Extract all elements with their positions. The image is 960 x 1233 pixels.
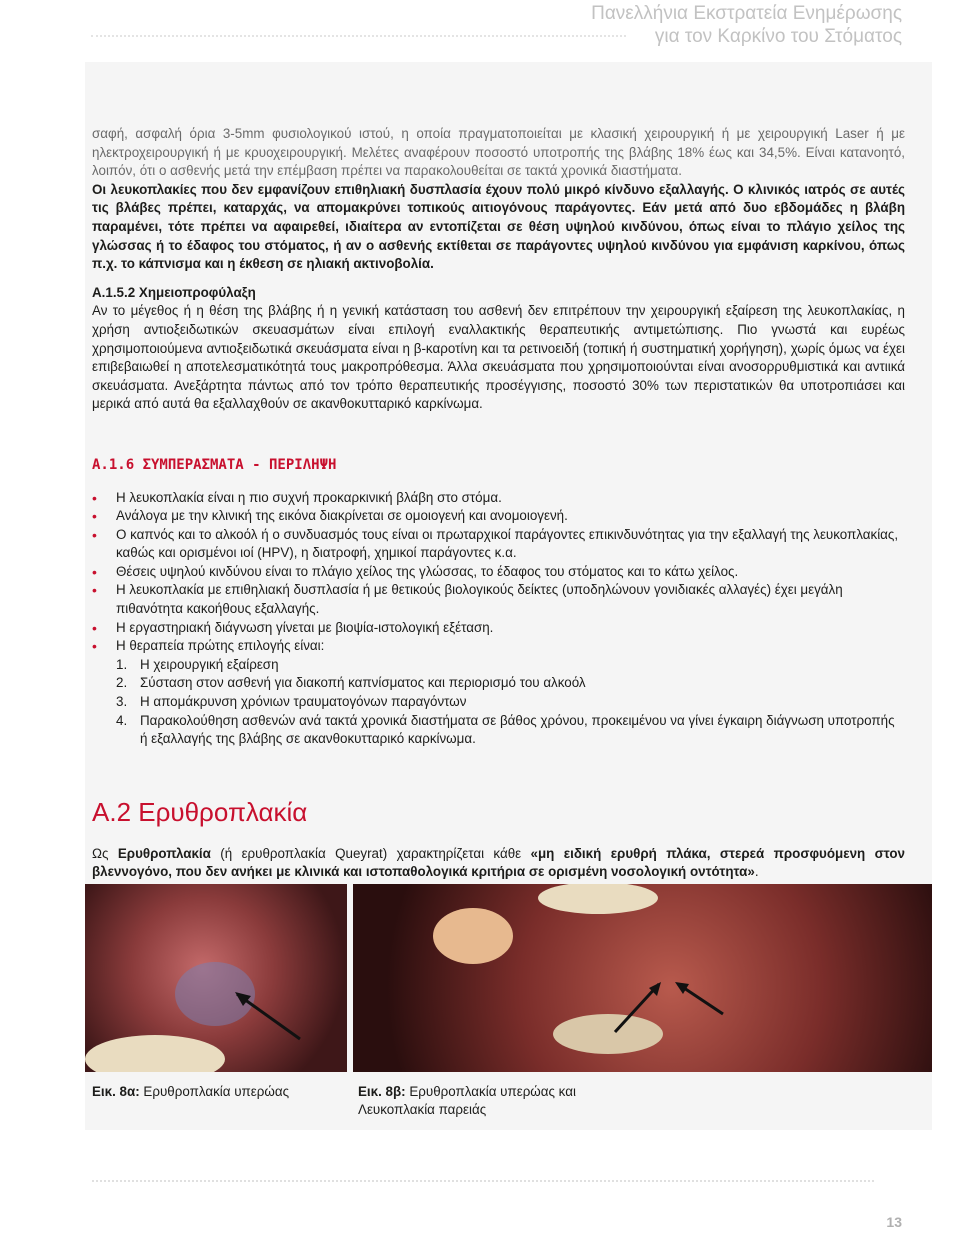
- step-number: 2.: [116, 675, 128, 691]
- step-text: Σύσταση στον ασθενή για διακοπή καπνίσματος και περιορισμό του αλκοόλ: [140, 675, 586, 691]
- figure-photos: [85, 884, 932, 1072]
- step-number: 4.: [116, 712, 128, 728]
- campaign-header: [591, 2, 902, 48]
- section-title-erythroplakia: Α.2 Ερυθροπλακία: [92, 796, 308, 827]
- summary-bullet-list: [92, 489, 905, 656]
- list-item: • Ανάλογα με την κλινική της εικόνα διακρίνεται σε ομοιογενή και ανομοιογενή.: [92, 507, 905, 526]
- list-item: • Ο καπνός και το αλκοόλ ή ο συνδυασμός τους είναι οι πρωταρχικοί παράγοντες επικινδυνότητας για την εξαλλαγή της λευκοπλακίας, καθώς και ορισμένοι ιοί (HPV), η διατροφή, χημικοί παράγοντες κ.α.: [92, 526, 905, 563]
- photo-palate-erythroplakia: [85, 884, 347, 1072]
- intro-paragraph-bold: Οι λευκοπλακίες που δεν εμφανίζουν επιθηλιακή δυσπλασία έχουν πολύ μικρό κίνδυνο εξαλλαγής. Ο κλινικός ιατρός σε αυτές τις βλάβες πρέπει, καταρχάς, να απομακρύνει τοπικούς αιτιογόνους παράγοντες. Εάν μετά από δυο εβδομάδες η βλάβη παραμένει, τότε πρέπει να αφαιρεθεί, ιδιαίτερα αν εντοπίζεται σε θέση υψηλού κινδύνου, όπως είναι το πλάγιο χείλος της γλώσσας ή το έδαφος του στόματος, ή αν ο ασθενής εκτίθεται σε παράγοντες υψηλού κινδύνου για εμφάνιση καρκίνου, όπως π.χ. το κάπνισμα και η έκθεση σε ηλιακή ακτινοβολία.: [92, 181, 905, 272]
- photo-palate-cheek-lesions: [353, 884, 932, 1072]
- def-prefix: Ως: [92, 845, 118, 861]
- step-item: [116, 693, 905, 712]
- caption-text: Ερυθροπλακία υπερώας: [139, 1084, 290, 1099]
- intro-paragraph-grey: σαφή, ασφαλή όρια 3-5mm φυσιολογικού ιστού, η οποία πραγματοποιείται με κλασική χειρουργική ή με χειρουργική Laser ή με ηλεκτροχειρουργική ή με κρυοχειρουργική. Μελέτες αναφέρουν ποσοστό υποτροπής της βλάβης 18% έως και 34,5%. Είναι κατανοητό, λοιπόν, ότι ο ασθενής μετά την επέμβαση πρέπει να παρακολουθείται σε τακτά χρονικά διαστήματα.: [92, 126, 905, 179]
- header-line-1: Πανελλήνια Εκστρατεία Ενημέρωσης: [591, 3, 902, 24]
- pointer-arrow-icon: [85, 884, 347, 1072]
- step-text: Η απομάκρυνση χρόνιων τραυματογόνων παραγόντων: [140, 694, 467, 710]
- summary-heading: Α.1.6 ΣΥΜΠΕΡΑΣΜΑΤΑ - ΠΕΡΙΛΗΨΗ: [92, 456, 337, 473]
- def-term: Ερυθροπλακία: [117, 845, 211, 861]
- pointer-arrows-icon: [353, 884, 932, 1072]
- def-quote: «μη ειδική ερυθρή πλάκα, στερεά προσφυόμενη στον βλεννογόνο, που δεν ανήκει με κλινικά και ιστοπαθολογικά κριτήρια σε ορισμένη νοσολογική οντότητα»: [92, 845, 905, 880]
- header-divider: [91, 35, 626, 37]
- step-text: Παρακολούθηση ασθενών ανά τακτά χρονικά διαστήματα σε βάθος χρόνου, προκειμένου να γίνει έγκαιρη διάγνωση υποτροπής ή εξαλλαγής της βλάβης σε ακανθοκυτταρικό καρκίνωμα.: [140, 712, 895, 747]
- caption-label: Εικ. 8α:: [92, 1084, 140, 1099]
- step-item: [116, 674, 905, 693]
- step-text: Η χειρουργική εξαίρεση: [140, 656, 279, 672]
- page-number: 13: [886, 1214, 902, 1230]
- list-item: • Θέσεις υψηλού κινδύνου είναι το πλάγιο χείλος της γλώσσας, το έδαφος του στόματος και το κάτω χείλος.: [92, 563, 905, 582]
- main-content: [92, 125, 905, 882]
- figure-caption-8b: [358, 1083, 618, 1119]
- list-item: • Η λευκοπλακία είναι η πιο συχνή προκαρκινική βλάβη στο στόμα.: [92, 489, 905, 508]
- erythroplakia-definition: [92, 845, 905, 882]
- step-number: 1.: [116, 656, 128, 672]
- header-line-2: για τον Καρκίνο του Στόματος: [654, 26, 902, 47]
- section-heading-chemoprevention: Α.1.5.2 Χημειοπροφύλαξη: [92, 284, 256, 300]
- list-item: • Η θεραπεία πρώτης επιλογής είναι:: [92, 637, 905, 656]
- chemoprevention-paragraph: Αν το μέγεθος ή η θέση της βλάβης ή η γενική κατάσταση του ασθενή δεν επιτρέπουν την χειρουργική εξαίρεση της λευκοπλακίας, η χρήση αντιοξειδωτικών σκευασμάτων είναι επιλογή εναλλακτικής θεραπευτικής αντιμετώπισης. Πιο γνωστά και ευρέως χρησιμοποιούμενα αντιοξειδωτικά σκευάσματα είναι η β-καροτίνη και τα ρετινοειδή (τοπική ή συστηματική χορήγηση), χωρίς όμως να έχει επιβεβαιωθεί η αποτελεσματικότητά τους μακροπρόθεσμα. Άλλα σκευάσματα που χρησιμοποιούνται είναι ανοσορρυθμιστικά και αντιικά σκευάσματα. Ανεξάρτητα πάντως από τον τρόπο θεραπευτικής προσέγγισης, ποσοστό 30% των περιστατικών θα υποτροπιάσει και μερικά από αυτά θα εξαλλαχθούν σε ακανθοκυτταρικό καρκίνωμα.: [92, 303, 905, 412]
- caption-text: Ερυθροπλακία υπερώας και Λευκοπλακία παρειάς: [358, 1084, 576, 1117]
- list-item: • Η λευκοπλακία με επιθηλιακή δυσπλασία ή με θετικούς βιολογικούς δείκτες (υποδηλώνουν γονιδιακές αλλαγές) έχει μεγάλη πιθανότητα κακοήθους εξαλλαγής.: [92, 581, 905, 618]
- def-end: .: [754, 864, 759, 880]
- caption-label: Εικ. 8β:: [358, 1084, 406, 1099]
- step-number: 3.: [116, 694, 128, 710]
- footer-divider: [92, 1180, 874, 1182]
- treatment-steps-list: [92, 656, 905, 749]
- figure-caption-8a: [92, 1083, 289, 1101]
- def-middle: (ή ερυθροπλακία Queyrat) χαρακτηρίζεται κάθε: [210, 845, 531, 861]
- step-item: [116, 712, 905, 749]
- list-item: • Η εργαστηριακή διάγνωση γίνεται με βιοψία-ιστολογική εξέταση.: [92, 619, 905, 638]
- step-item: [116, 656, 905, 675]
